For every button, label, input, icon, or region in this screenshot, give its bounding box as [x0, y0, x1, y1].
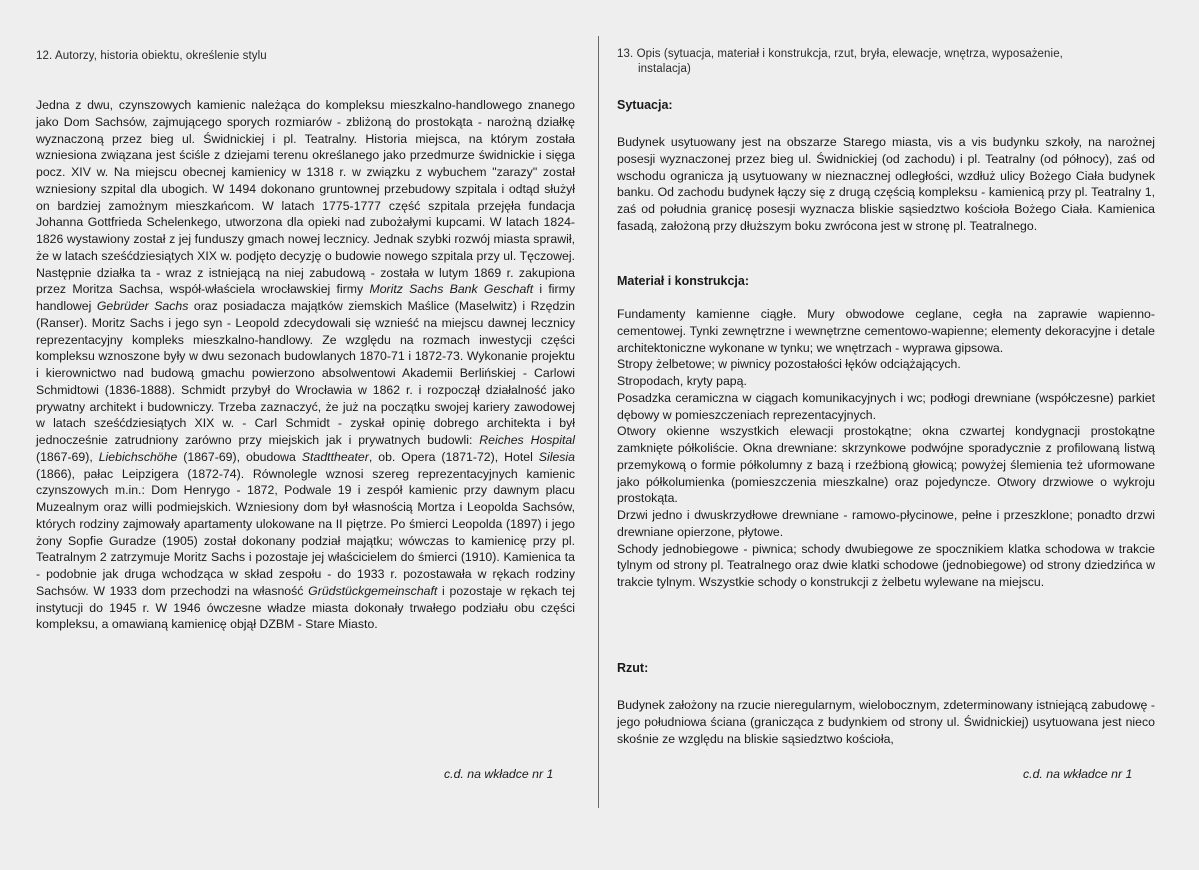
section-13-header — [617, 47, 1127, 77]
section-13-header-line2: instalacja) — [638, 63, 691, 75]
material-paragraph: Schody jednobiegowe - piwnica; schody dwubiegowe ze spocznikiem klatka schodowa w trakcie tylnym od strony pl. Teatralnego oraz dwie klatki schodowe (jednobiegowe) od strony dziedzińca w trakcie tylnym. Wszystkie schody o konstrukcji z żelbetu wylewane na miejscu. — [617, 541, 1155, 589]
material-text — [617, 306, 1155, 591]
material-paragraph: Otwory okienne wszystkich elewacji prostokątne; okna czwartej kondygnacji prostokątne zamknięte półkoliście. Okna drewniane: skrzynkowe podwójne sporadycznie z profilowaną listwą przemykową o formie półkolumny z bazą i rzeźbioną głowicą; powyżej ślemienia też uformowane jako półkolumienka (pomieszczenia mieszkalne) oraz pojedyncze. Otwory drzwiowe o wykroju prostokąta. — [617, 424, 1155, 506]
sytuacja-text: Budynek usytuowany jest na obszarze Starego miasta, vis a vis budynku szkoły, na narożnej posesji wyznaczonej przez bieg ul. Świdnickiej (od zachodu) i pl. Teatralny (od północy), zaś od wschodu ogranicza ją usytuowany w nieznacznej odległości, wzdłuż ulicy Bożego Ciała budynek banku. Od zachodu budynek łączy się z drugą częścią kompleksu - kamienicą przy pl. Teatralny 1, zaś od południa granicę posesji wyznacza bliskie sąsiedztwo kościoła Bożego Ciała. Kamienica fasadą, założoną przy dłuższym boku zwrócona jest w stronę pl. Teatralnego. — [617, 135, 1155, 233]
continuation-note-right: c.d. na wkładce nr 1 — [1023, 767, 1133, 781]
rzut-text: Budynek założony na rzucie nieregularnym, wielobocznym, zdeterminowany istniejącą zabudowę - jego południowa ściana (granicząca z budynkiem od strony ul. Świdnickiej) usytuowana jest nieco skośnie ze względu na bliskie sąsiedztwo kościoła, — [617, 698, 1155, 746]
heading-sytuacja: Sytuacja: — [617, 98, 673, 112]
heading-rzut: Rzut: — [617, 661, 649, 675]
heading-material: Materiał i konstrukcja: — [617, 274, 749, 288]
material-paragraph: Fundamenty kamienne ciągłe. Mury obwodowe ceglane, cegła na zaprawie wapienno-cementowej. Tynki zewnętrzne i wewnętrzne cementowo-wapienne; elementy dekoracyjne i detale architektoniczne wykonane w tynku; we wnętrzach - wyprawa gipsowa. — [617, 307, 1155, 355]
column-divider — [598, 36, 599, 808]
section-12-header: 12. Autorzy, historia obiektu, określenie stylu — [36, 50, 267, 62]
material-paragraph: Stropy żelbetowe; w piwnicy pozostałości łęków odciążających. — [617, 357, 961, 372]
material-paragraph: Stropodach, kryty papą. — [617, 374, 747, 388]
section-13-header-line1: 13. Opis (sytuacja, materiał i konstrukcja, rzut, bryła, elewacje, wnętrza, wyposażenie, — [617, 48, 1063, 60]
history-body-text: Jedna z dwu, czynszowych kamienic należąca do kompleksu mieszkalno-handlowego znanego jako Dom Sachsów, zajmującego sporych rozmiarów - zbliżoną do prostokąta - narożną działkę wyznaczoną przez bieg ul. Świdnickiej i pl. Teatralny. Historia miejsca, na którym została wzniesiona związana jest ściśle z dziejami terenu określanego jako przedmurze świdnickie i sięga pocz. XIV w. Na miejscu obecnej kamienicy w 1318 r. w związku z wybuchem "zarazy" został wzniesiony szpital dla ubogich. W 1494 dokonano gruntownej przebudowy szpitala i odtąd służył on bardziej zamożnym mieszkańcom. W latach 1775-1777 część szpitala przejęła fundacja Johanna Gottfrieda Schelenkego, utworzona dla opieki nad zubożałymi kupcami. W latach 1824-1826 wystawiony został z jej funduszy gmach nowej lecznicy. Jednak szybki rozwój miasta sprawił, że w latach sześćdziesiątych XIX w. podjęto decyzję o budowie nowego szpitala przy ul. Tęczowej. Następnie działka ta - wraz z istniejącą na niej zabudową - została w lutym 1869 r. zakupiona przez Moritza Sachsa, współ-właściela wrocławskiej firmy Moritz Sachs Bank Geschaft i firmy handlowej Gebrüder Sachs oraz posiadacza majątków ziemskich Maślice (Maselwitz) i Rzędzin (Ranser). Moritz Sachs i jego syn - Leopold zdecydowali się wznieść na miejscu dawnej lecznicy reprezentacyjny kompleks mieszkalno-handlowy. Ze względu na rozmach inwestycji części kompleksu wznoszone były w dwu sezonach budowlanych 1870-71 i 1872-73. Wykonanie projektu i kierownictwo nad budową gmachu powierzono absolwentowi Akademii Berlińskiej - Carlowi Schmidtowi (1836-1888). Schmidt przybył do Wrocławia w 1862 r. i rozpoczął działalność jako prywatny architekt i budowniczy. Trzeba zaznaczyć, że już na początku swojej kariery zawodowej w latach sześćdziesiątych XIX w. - Carl Schmidt - zyskał opinię dobrego architekta i był jednocześnie zatrudniony zarówno przy miejskich jak i prywatnych budowli: Reiches Hospital (1867-69), Liebichschöhe (1867-69), obudowa Stadttheater, ob. Opera (1871-72), Hotel Silesia (1866), pałac Leipzigera (1872-74). Równolegle wznosi szereg reprezentacyjnych kamienic czynszowych m.in.: Dom Henrygo - 1872, Podwale 19 i zespół kamienic przy dawnym placu Muzealnym oraz willi podmiejskich. Wzniesiony dom był własnością Mortza i Leopolda Sachsów, których rodziny zajmowały apartamenty ulokowane na II piętrze. Po śmierci Leopolda (1897) i jego żony Sopfie Guradze (1905) został dokonany podział majątku; wówczas to kamienicę przy pl. Teatralnym 2 zatrzymuje Moritz Sachs i pozostaje jej właścicielem do śmierci (1910). Kamienica ta - podobnie jak druga wchodząca w skład zespołu - do 1933 r. pozostawała w rękach rodziny Sachsów. W 1933 dom przechodzi na własność Grüdstückgemeinschaft i pozostaje w rękach tej instytucji do 1945 r. W 1946 ówczesne władze miasta dokonały trwałego podziału obu części kompleksu, a omawianą kamienicę objął DZBM - Stare Miasto. — [36, 98, 576, 632]
material-paragraph: Drzwi jedno i dwuskrzydłowe drewniane - ramowo-płycinowe, pełne i przeszklone; ponadto drzwi drewniane opierzone, płytowe. — [617, 508, 1155, 539]
continuation-note-left: c.d. na wkładce nr 1 — [444, 767, 554, 781]
material-paragraph: Posadzka ceramiczna w ciągach komunikacyjnych i wc; podłogi drewniane (współczesne) parkiet dębowy w pomieszczeniach reprezentacyjnych. — [617, 390, 1155, 422]
